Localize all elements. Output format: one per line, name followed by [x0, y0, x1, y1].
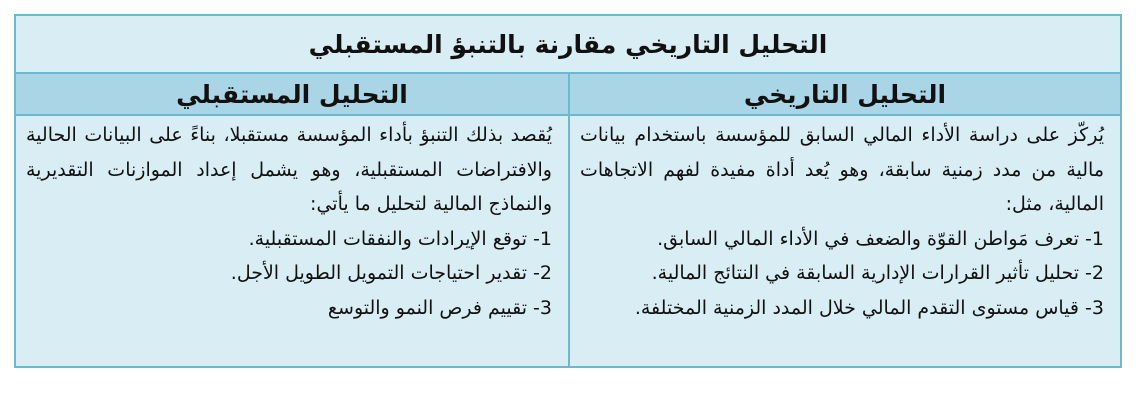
table-title-row — [16, 16, 1120, 74]
list-item: 3- تقييم فرص النمو والتوسع — [327, 296, 552, 319]
comparison-table — [14, 14, 1122, 368]
list-item: 2- تحليل تأثير القرارات الإدارية السابقة في النتائج المالية. — [651, 262, 1104, 284]
list-item: 1- تعرف مَواطن القوّة والضعف في الأداء المالي السابق. — [657, 227, 1104, 250]
column-body-historical — [568, 116, 1120, 366]
table-header-row — [16, 74, 1120, 116]
historical-list — [580, 222, 1104, 326]
future-list — [26, 222, 552, 326]
column-header-historical: التحليل التاريخي — [568, 74, 1120, 114]
list-item: 1- توقع الإيرادات والنفقات المستقبلية. — [248, 227, 552, 250]
column-body-future — [16, 116, 568, 366]
list-item: 3- قياس مستوى التقدم المالي خلال المدد الزمنية المختلفة. — [634, 296, 1104, 319]
column-header-future: التحليل المستقبلي — [176, 79, 408, 109]
historical-intro: يُركّز على دراسة الأداء المالي السابق للمؤسسة باستخدام بيانات مالية من مدد زمنية سابقة، وهو يُعد أداة مفيدة لفهم الاتجاهات المالية، مثل: — [580, 124, 1104, 215]
table-body-row — [16, 116, 1120, 366]
table-title: التحليل التاريخي مقارنة بالتنبؤ المستقبلي — [308, 29, 828, 59]
list-item: 2- تقدير احتياجات التمويل الطويل الأجل. — [230, 262, 552, 284]
future-intro: يُقصد بذلك التنبؤ بأداء المؤسسة مستقبلا، بناءً على البيانات الحالية والافتراضات المستقبلية، وهو يشمل إعداد الموازنات التقديرية والنماذج المالية لتحليل ما يأتي: — [26, 124, 552, 215]
